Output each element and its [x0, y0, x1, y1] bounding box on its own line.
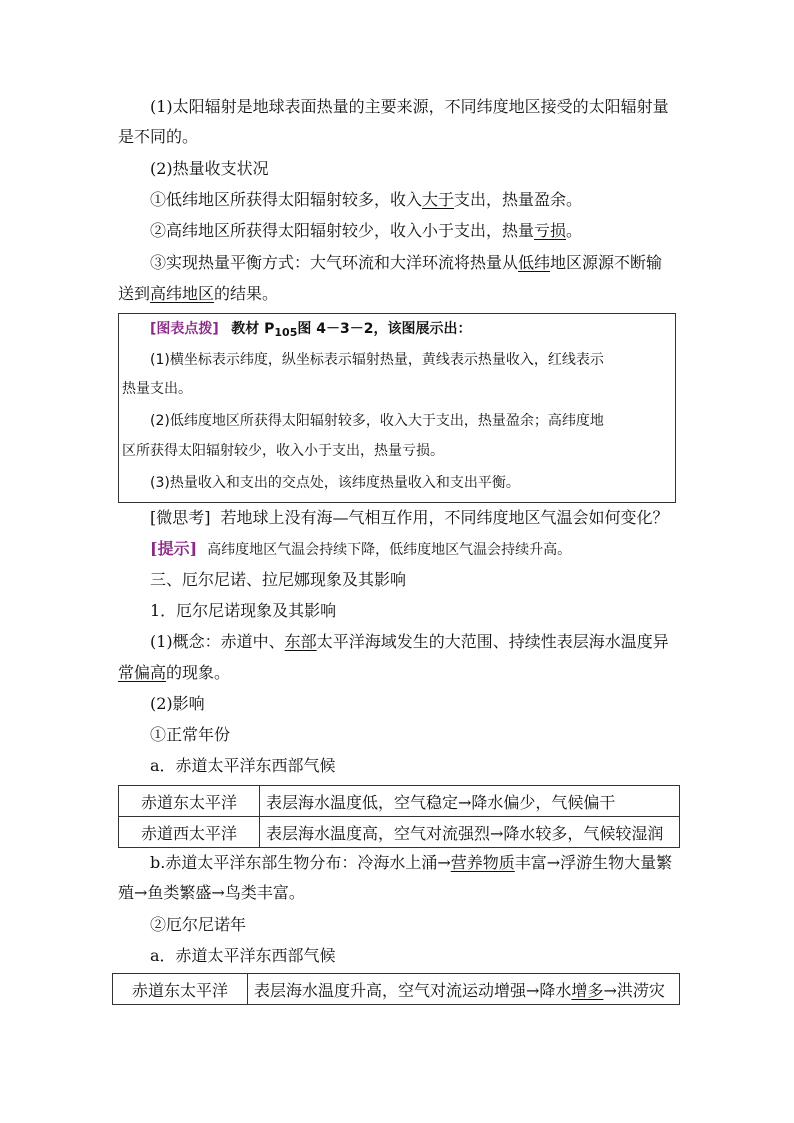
text: 图 4－3－2，该图展示出： — [297, 321, 472, 337]
section-three-title: 三、厄尔尼诺、拉尼娜现象及其影响 — [150, 570, 407, 589]
text: 。 — [566, 221, 583, 240]
item-low-latitude — [150, 189, 582, 211]
text: b.赤道太平洋东部生物分布：冷海水上涌→ — [150, 853, 451, 872]
subsection-elnino-title: 1．厄尔尼诺现象及其影响 — [150, 601, 337, 620]
underlined-answer: 低纬 — [518, 253, 551, 272]
table-cell-region: 赤道东太平洋 — [113, 974, 248, 1005]
underlined-answer: 增多 — [571, 980, 604, 1000]
chart-tip-header — [150, 318, 471, 344]
table-row — [119, 817, 680, 848]
text: 太平洋海域发生的大范围、持续性表层海水温度异 — [316, 632, 669, 651]
item-balance-line1 — [150, 252, 662, 274]
biology-line2: 殖→鱼类繁盛→鸟类丰富。 — [118, 883, 305, 902]
normal-year-table — [118, 785, 680, 848]
table-row — [113, 974, 680, 1005]
text: 地区源源不断输 — [550, 253, 663, 272]
text: 教材 P — [231, 321, 275, 337]
table-cell-desc — [248, 974, 680, 1005]
elnino-climate-title: a．赤道太平洋东西部气候 — [150, 946, 336, 965]
micro-think-tag: [微思考] — [150, 508, 211, 527]
item-balance-line2 — [118, 283, 278, 305]
concept-line2 — [118, 662, 230, 684]
chart-tip-item1-line1: (1)横坐标表示纬度，纵坐标表示辐射热量，黄线表示热量收入，红线表示 — [150, 352, 604, 368]
text: (1)概念：赤道中、 — [150, 632, 285, 651]
table-cell-region: 赤道西太平洋 — [119, 817, 260, 848]
chart-tip-tag: [图表点拨] — [150, 321, 219, 337]
text: 送到 — [118, 284, 151, 303]
underlined-answer: 营养物质 — [450, 853, 515, 872]
hint-text: 高纬度地区气温会持续下降，低纬度地区气温会持续升高。 — [207, 542, 572, 558]
chart-tip-source — [231, 321, 471, 337]
table-cell-desc: 表层海水温度高，空气对流强烈→降水较多，气候较湿润 — [260, 817, 680, 848]
elnino-year-title: ②厄尔尼诺年 — [150, 915, 247, 934]
text: ①低纬地区所获得太阳辐射较多，收入 — [150, 190, 423, 209]
text: 的现象。 — [166, 663, 231, 682]
text: 丰富→浮游生物大量繁 — [514, 853, 673, 872]
chart-tip-item2-line1: (2)低纬度地区所获得太阳辐射较多，收入大于支出，热量盈余；高纬度地 — [150, 413, 604, 429]
chart-tip-item3: (3)热量收入和支出的交点处，该纬度热量收入和支出平衡。 — [150, 475, 520, 491]
paragraph-radiation-line2: 是不同的。 — [118, 127, 199, 146]
underlined-answer: 东部 — [284, 632, 317, 651]
heading-heat-budget: (2)热量收支状况 — [150, 159, 269, 178]
text: 表层海水温度升高，空气对流运动增强→降水 — [254, 980, 572, 1000]
underlined-answer: 常偏高 — [118, 663, 167, 682]
impact-title: (2)影响 — [150, 694, 205, 713]
text: 的结果。 — [214, 284, 279, 303]
micro-think — [150, 507, 669, 529]
concept-line1 — [150, 631, 669, 653]
text: 支出，热量盈余。 — [454, 190, 583, 209]
item-high-latitude — [150, 220, 582, 242]
table-row — [119, 786, 680, 817]
underlined-answer: 高纬地区 — [150, 284, 215, 303]
text: ③实现热量平衡方式：大气环流和大洋环流将热量从 — [150, 253, 519, 272]
normal-year-title: ①正常年份 — [150, 725, 231, 744]
hint-tag: [提示] — [150, 539, 198, 558]
underlined-answer: 大于 — [422, 190, 455, 209]
underlined-answer: 亏损 — [534, 221, 567, 240]
chart-tip-item2-line2: 区所获得太阳辐射较少，收入小于支出，热量亏损。 — [122, 443, 444, 459]
text: ②高纬地区所获得太阳辐射较少，收入小于支出，热量 — [150, 221, 535, 240]
elnino-year-table — [112, 973, 680, 1005]
chart-tip-item1-line2: 热量支出。 — [122, 381, 192, 397]
normal-climate-title: a．赤道太平洋东西部气候 — [150, 756, 336, 775]
table-cell-region: 赤道东太平洋 — [119, 786, 260, 817]
micro-think-question: 若地球上没有海—气相互作用，不同纬度地区气温会如何变化？ — [220, 508, 669, 527]
page-subscript: 105 — [274, 326, 298, 339]
text: →洪涝灾 — [603, 980, 665, 1000]
biology-line1 — [150, 852, 672, 874]
hint — [150, 538, 571, 561]
table-cell-desc: 表层海水温度低，空气稳定→降水偏少，气候偏干 — [260, 786, 680, 817]
paragraph-radiation-line1: (1)太阳辐射是地球表面热量的主要来源，不同纬度地区接受的太阳辐射量 — [150, 97, 669, 116]
